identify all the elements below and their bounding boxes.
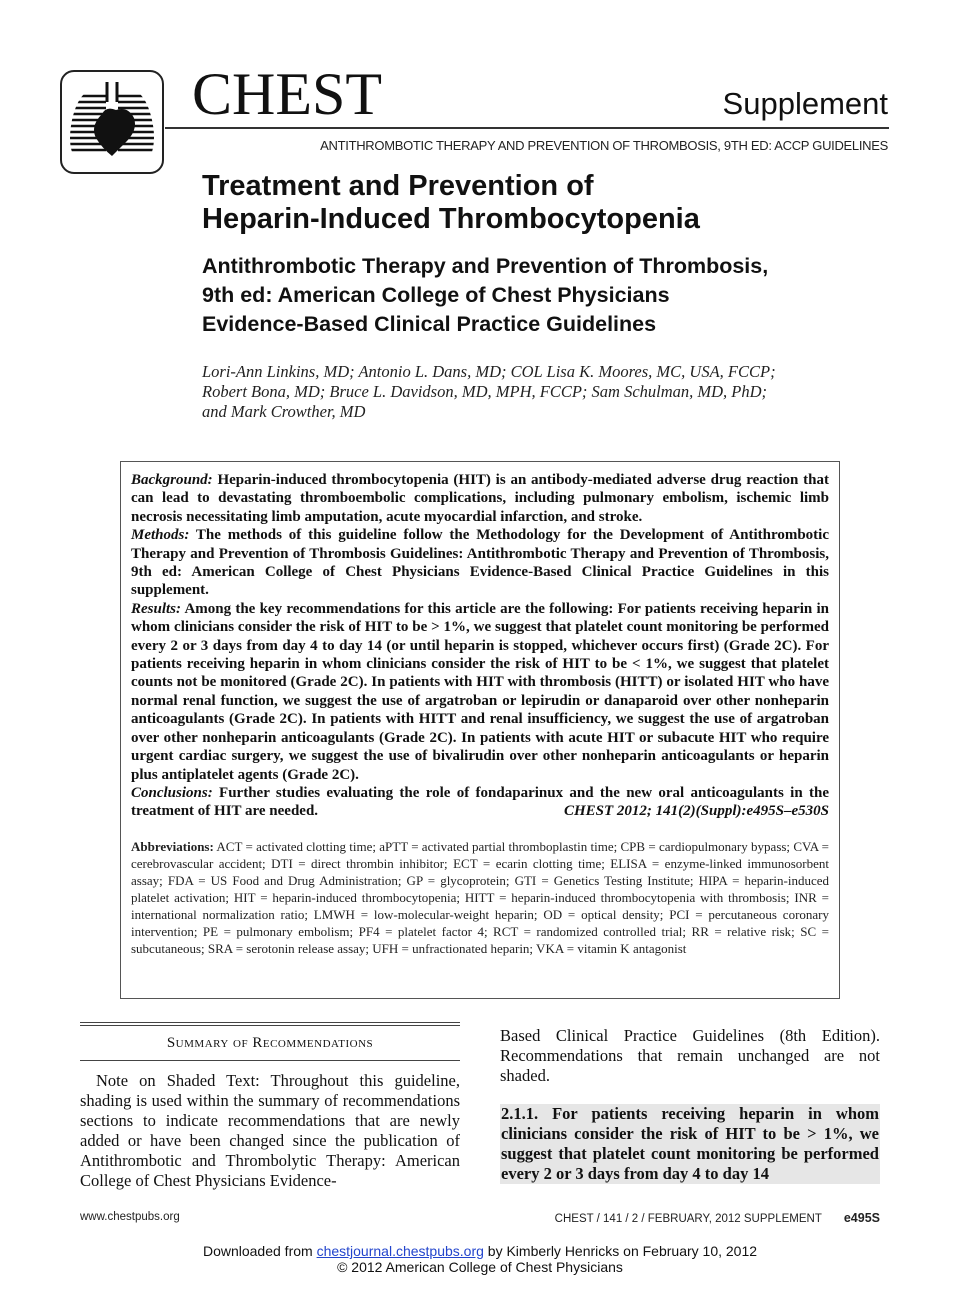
download-link[interactable]: chestjournal.chestpubs.org bbox=[316, 1243, 484, 1259]
abstract-results bbox=[131, 600, 829, 784]
journal-logo bbox=[60, 70, 164, 174]
author-line: Robert Bona, MD; Bruce L. Davidson, MD, MPH, FCCP; Sam Schulman, MD, PhD; bbox=[202, 382, 768, 401]
footer-issue bbox=[555, 1211, 880, 1225]
issue-text: CHEST / 141 / 2 / FEBRUARY, 2012 SUPPLEMENT bbox=[554, 1213, 822, 1225]
download-prefix: Downloaded from bbox=[202, 1243, 313, 1259]
title-line: Heparin-Induced Thrombocytopenia bbox=[202, 203, 700, 235]
download-suffix: by Kimberly Henricks on February 10, 2012 bbox=[487, 1243, 758, 1259]
abstract-box bbox=[120, 461, 840, 999]
article-subtitle bbox=[202, 252, 902, 339]
methods-text: The methods of this guideline follow the Methodology for the Development of Antithrombotic Therapy and Prevention of Thrombosis Guidelines: Antithrombotic Therapy and Prevention of Thrombosis, 9th ed: American College of Chest Physicians Evidence-Based Clinical Practice Guidelines in this supplement. bbox=[131, 527, 829, 599]
title-line: Treatment and Prevention of bbox=[202, 170, 594, 202]
background-text: Heparin-induced thrombocytopenia (HIT) is an antibody-mediated adverse drug reaction that can lead to devastating thromboembolic complications, including pulmonary embolism, ischemic limb necrosis necessitating limb amputation, acute myocardial infarction, and stroke. bbox=[131, 472, 830, 525]
subtitle-line: 9th ed: American College of Chest Physicians bbox=[202, 283, 670, 307]
author-list bbox=[202, 362, 882, 422]
right-column bbox=[500, 1026, 880, 1184]
abstract-text bbox=[131, 471, 829, 821]
left-column bbox=[80, 1022, 460, 1191]
section-rule-bottom bbox=[80, 1060, 460, 1061]
methods-label: Methods: bbox=[131, 527, 190, 544]
abbreviations bbox=[131, 838, 829, 957]
recommendation-2-1-1: 2.1.1. For patients receiving heparin in whom clinicians consider the risk of HIT to be > 1%, we suggest that platelet count monitoring be performed every 2 or 3 days from day 4 to day 14 bbox=[501, 1104, 879, 1183]
page-number: e495S bbox=[843, 1211, 880, 1225]
conclusions-text: Further studies evaluating the role of fondaparinux and the new oral anticoagulants in the treatment of HIT are needed. bbox=[131, 784, 830, 820]
abstract-methods bbox=[131, 526, 829, 600]
author-line: and Mark Crowther, MD bbox=[202, 402, 366, 421]
copyright: © 2012 American College of Chest Physicians bbox=[337, 1259, 623, 1275]
series-title: ANTITHROMBOTIC THERAPY AND PREVENTION OF THROMBOSIS, 9TH ED: ACCP GUIDELINES bbox=[320, 138, 888, 153]
shading-note-continued: Based Clinical Practice Guidelines (8th Edition). Recommendations that remain unchanged are not shaded. bbox=[500, 1026, 880, 1085]
author-line: Lori-Ann Linkins, MD; Antonio L. Dans, MD; COL Lisa K. Moores, MC, USA, FCCP; bbox=[202, 362, 776, 381]
abstract-background bbox=[131, 471, 829, 526]
section-heading: Summary of Recommendations bbox=[166, 1035, 374, 1051]
supplement-label: Supplement bbox=[722, 86, 888, 121]
chest-lungs-heart-icon bbox=[62, 72, 162, 172]
citation: CHEST 2012; 141(2)(Suppl):e495S–e530S bbox=[563, 803, 829, 820]
conclusions-label: Conclusions: bbox=[131, 784, 213, 801]
abstract-conclusions bbox=[131, 784, 829, 821]
abbreviations-label: Abbreviations: bbox=[131, 838, 214, 854]
background-label: Background: bbox=[131, 472, 213, 488]
abbreviations-text: ACT = activated clotting time; aPTT = activated partial thromboplastin time; CPB = cardiopulmonary bypass; CVA = cerebrovascular accident; DTI = direct thrombin inhibitor; ECT = ecarin clotting time; ELISA = enzyme-linked immunosorbent assay; FDA = US Food and Drug Administration; GP = glycoprotein; GTI = Genetics Testing Institute; HIPA = heparin-induced platelet activation; HIT = heparin-induced thrombocytopenia; HITT = heparin-induced thrombocytopenia with thrombosis; INR = international normalization ratio; LMWH = low-molecular-weight heparin; OD = optical density; PCI = percutaneous coronary intervention; PE = pulmonary embolism; PF4 = platelet factor 4; RCT = randomized controlled trial; RR = relative risk; SC = subcutaneous; SRA = serotonin release assay; UFH = unfractionated heparin; VKA = vitamin K antagonist bbox=[131, 838, 829, 956]
shading-note: Note on Shaded Text: Throughout this guideline, shading is used within the summary of recommendations sections to indicate recommendations that are newly added or have been changed since the publication of Antithrombotic and Thrombolytic Therapy: American College of Chest Physicians Evidence- bbox=[80, 1071, 460, 1190]
journal-brand: CHEST bbox=[192, 61, 383, 127]
subtitle-line: Evidence-Based Clinical Practice Guidelines bbox=[202, 312, 657, 336]
download-notice bbox=[0, 1243, 960, 1275]
footer-website: www.chestpubs.org bbox=[80, 1211, 180, 1223]
results-label: Results: bbox=[131, 600, 182, 617]
header-divider bbox=[165, 127, 889, 129]
article-title bbox=[202, 170, 902, 236]
subtitle-line: Antithrombotic Therapy and Prevention of Thrombosis, bbox=[202, 254, 769, 278]
download-line bbox=[0, 1243, 960, 1259]
results-text: Among the key recommendations for this article are the following: For patients receiving heparin in whom clinicians consider the risk of HIT to be > 1%, we suggest that platelet count monitoring be performed every 2 or 3 days from day 4 to day 14 (or until heparin is stopped, whichever occurs first) (Grade 2C). For patients receiving heparin in whom clinicians consider the risk of HIT to be < 1%, we suggest that platelet counts not be monitored (Grade 2C). In patients with HIT with thrombosis (HITT) or isolated HIT who have normal renal function, we suggest the use of argatroban or lepirudin or danaparoid over other nonheparin anticoagulants (Grade 2C). In patients with HITT and renal insufficiency, we suggest the use of argatroban over other nonheparin anticoagulants (Grade 2C). In patients with acute HIT or subacute HIT who require urgent cardiac surgery, we suggest the use of bivalirudin over other nonheparin anticoagulants or heparin plus antiplatelet agents (Grade 2C). bbox=[131, 600, 829, 783]
